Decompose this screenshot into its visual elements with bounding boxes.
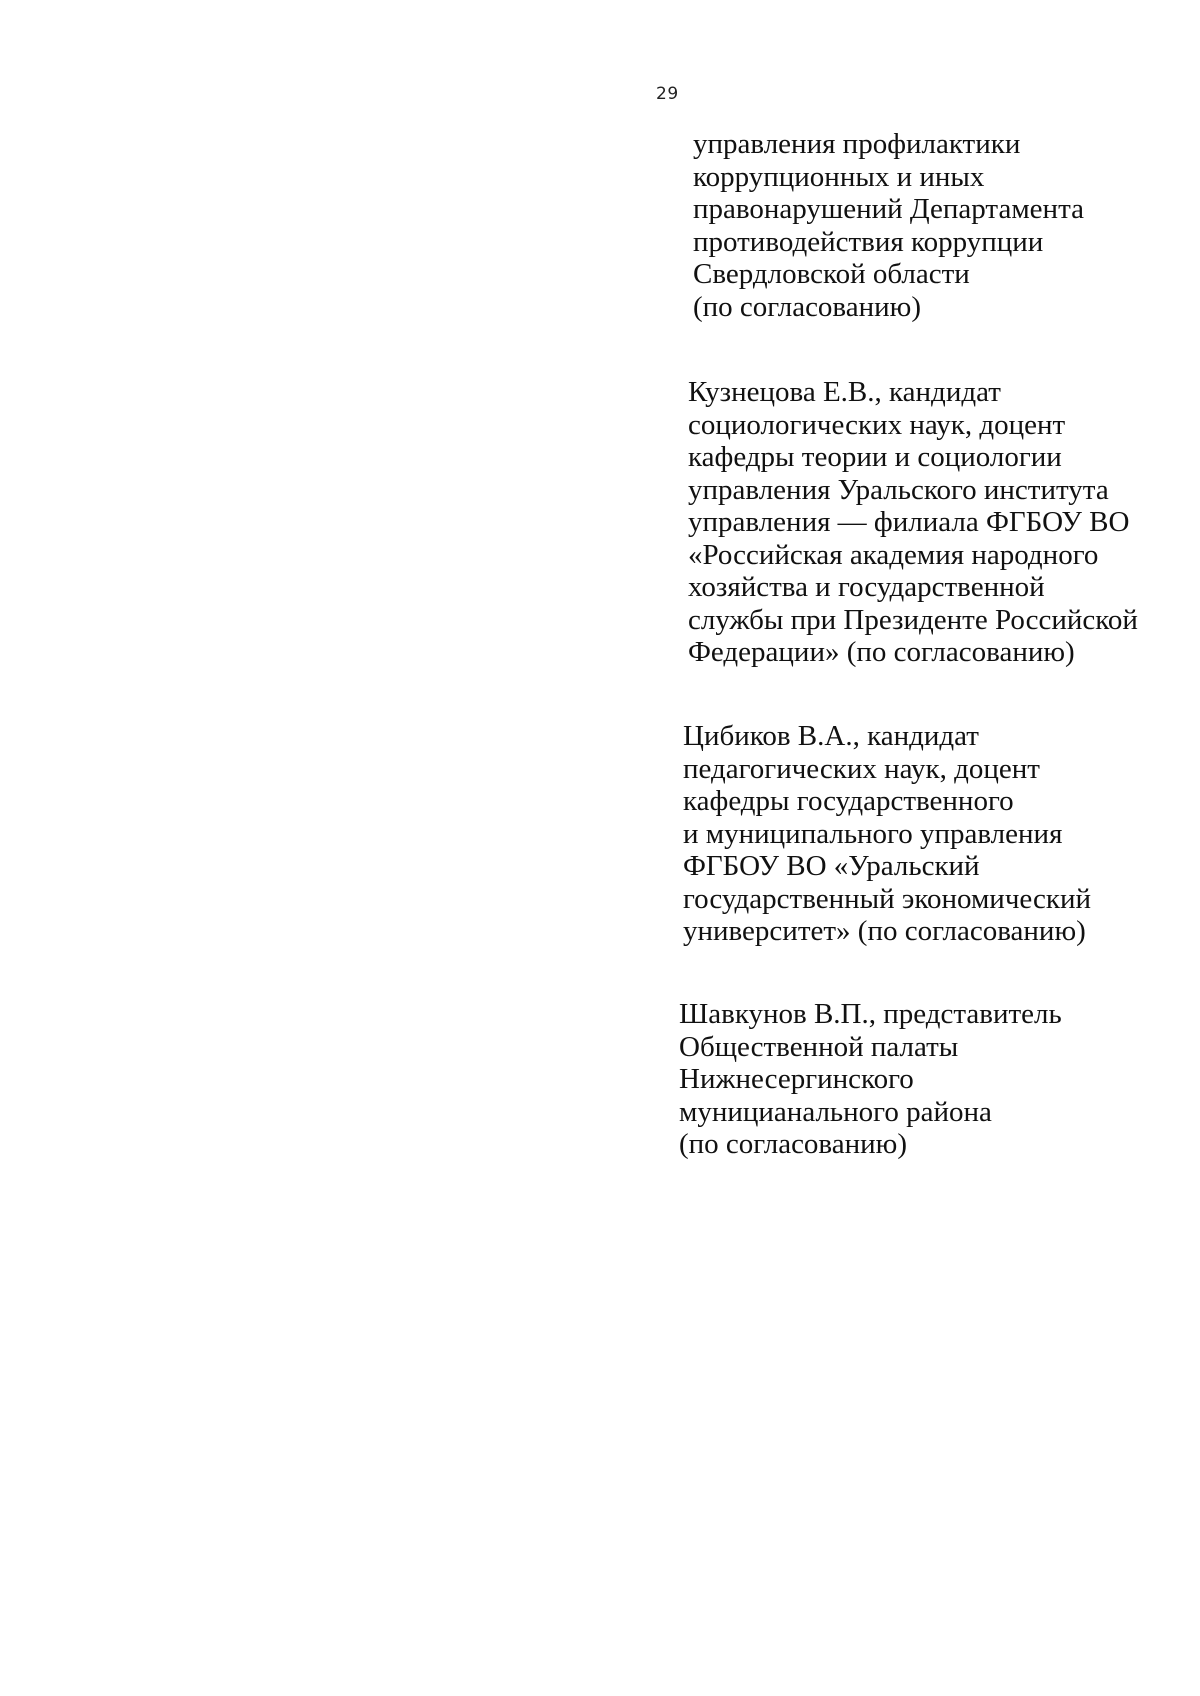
text-line: Федерации» (по согласованию) [688,636,1075,668]
text-block-shavkunov [679,998,1062,1161]
text-line: правонарушений Департамента [693,193,1084,225]
text-line: государственный экономический [683,882,1091,915]
text-line: и муниципального управления [683,817,1063,850]
text-line: кафедры теории и социологии [688,441,1062,473]
text-line: коррупционных и иных [693,160,985,193]
text-line: службы при Президенте Российской [688,603,1138,636]
text-line: ФГБОУ ВО «Уральский [683,850,980,882]
text-line: Кузнецова Е.В., кандидат [688,376,1001,408]
text-line: университет» (по согласованию) [683,915,1086,947]
text-line: Шавкунов В.П., представитель [679,998,1062,1030]
text-line: противодействия коррупции [693,225,1044,258]
text-line: Общественной палаты [679,1030,959,1063]
page-number: 29 [656,84,679,104]
text-line: (по согласованию) [693,290,921,323]
text-line: Нижнесергинского [679,1063,914,1095]
text-line: Цибиков В.А., кандидат [683,720,979,752]
text-line: социологических наук, доцент [688,408,1066,441]
text-line: кафедры государственного [683,785,1014,817]
text-line: (по согласованию) [679,1128,907,1160]
text-block-department [693,128,1084,323]
text-line: педагогических наук, доцент [683,752,1040,785]
text-line: муницианального района [679,1095,992,1128]
text-line: хозяйства и государственной [688,571,1045,603]
text-block-tsibikov [683,720,1091,948]
text-block-kuznetsova [688,376,1138,669]
text-line: «Российская академия народного [688,538,1099,571]
text-line: управления — филиала ФГБОУ ВО [688,506,1130,538]
text-line: управления Уральского института [688,473,1109,506]
text-line: Свердловской области [693,258,970,290]
text-line: управления профилактики [693,128,1021,160]
